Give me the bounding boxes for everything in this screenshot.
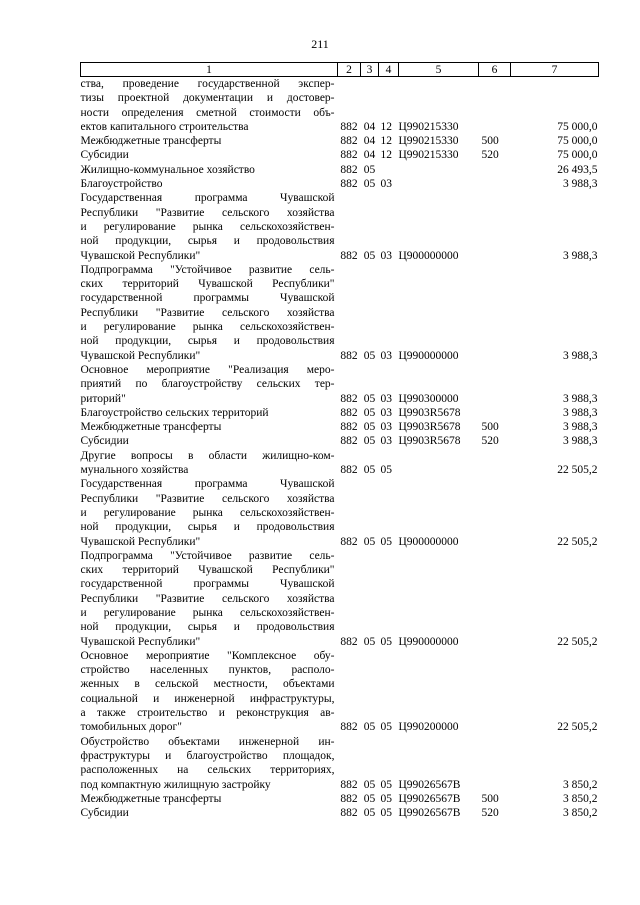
row-name [81, 449, 338, 478]
section-code: 05 [363, 792, 376, 805]
row-name-line: Чувашской Республики" [80, 249, 201, 262]
row-name-line: тизы проектной документации и достовер- [80, 92, 335, 105]
row-name: Межбюджетные трансферты [80, 135, 222, 148]
row-name-line: стройство населенных пунктов, располо- [80, 664, 335, 677]
section-code: 05 [363, 721, 376, 734]
subsection-code: 05 [380, 721, 392, 734]
table-row [81, 263, 599, 363]
target-article-code: Ц990300000 [398, 392, 459, 405]
expense-type-code [479, 649, 511, 735]
row-name: Благоустройство [80, 178, 163, 191]
row-name-line: ной продукции, сырья и продовольствия [80, 621, 335, 634]
row-name [81, 263, 338, 363]
section-code: 05 [363, 535, 376, 548]
subsection-code: 12 [380, 149, 392, 162]
row-name: Субсидии [80, 149, 129, 162]
section-code: 05 [363, 778, 376, 791]
row-name-line: государственной программы Чувашской [80, 578, 335, 591]
expense-type-code [479, 449, 511, 478]
target-article-code: Ц99026567В [398, 807, 461, 820]
table-row [81, 177, 599, 191]
row-name-line: социальной и инженерной инфраструктуры, [80, 692, 335, 705]
amount-value: 22 505,2 [557, 535, 598, 548]
table-row [81, 806, 599, 820]
expense-type-code [479, 77, 511, 135]
amount-value: 3 988,3 [563, 249, 598, 262]
table-row [81, 549, 599, 649]
subsection-code [379, 163, 399, 177]
row-name-line: и регулирование рынка сельскохозяйствен- [80, 321, 335, 334]
subsection-code: 03 [380, 421, 392, 434]
target-article-code: Ц9903R5678 [398, 421, 461, 434]
row-name: Межбюджетные трансферты [80, 792, 222, 805]
row-name-line: Обустройство объектами инженерной ин- [80, 735, 335, 748]
section-code: 05 [363, 635, 376, 648]
row-name-line: под компактную жилищную застройку [80, 778, 271, 791]
row-name [81, 77, 338, 135]
row-name: Благоустройство сельских территорий [80, 406, 269, 419]
expense-type-code: 520 [481, 149, 499, 162]
expense-type-code [479, 191, 511, 262]
section-code: 05 [363, 464, 376, 477]
row-name-line: ной продукции, сырья и продовольствия [80, 335, 335, 348]
subsection-code: 05 [380, 535, 392, 548]
subsection-code: 03 [380, 435, 392, 448]
ministry-code: 882 [340, 120, 358, 133]
ministry-code: 882 [340, 149, 358, 162]
table-row [81, 449, 599, 478]
row-name-line: Другие вопросы в области жилищно-ком- [80, 449, 335, 462]
target-article-code: Ц990000000 [398, 349, 459, 362]
amount-value: 3 850,2 [563, 792, 598, 805]
row-name [81, 549, 338, 649]
target-article-code: Ц990215330 [398, 149, 459, 162]
row-name: Субсидии [80, 435, 129, 448]
subsection-code: 03 [380, 349, 392, 362]
ministry-code: 882 [340, 163, 358, 176]
row-name-line: Подпрограмма "Устойчивое развитие сель- [80, 549, 335, 562]
column-header: 4 [379, 63, 399, 77]
row-name-line: Подпрограмма "Устойчивое развитие сель- [80, 263, 335, 276]
row-name-line: Республики "Развитие сельского хозяйства [80, 592, 335, 605]
table-row [81, 163, 599, 177]
subsection-code: 05 [380, 807, 392, 820]
section-code: 04 [363, 149, 376, 162]
amount-value: 22 505,2 [557, 635, 598, 648]
column-header: 2 [338, 63, 361, 77]
section-code: 04 [363, 120, 376, 133]
row-name-line: приятий по благоустройству сельских тер- [80, 378, 335, 391]
ministry-code: 882 [340, 635, 358, 648]
amount-value: 22 505,2 [557, 464, 598, 477]
row-name-line: Государственная программа Чувашской [80, 478, 335, 491]
row-name-line: Республики "Развитие сельского хозяйства [80, 206, 335, 219]
table-row [81, 420, 599, 434]
amount-value: 3 850,2 [563, 778, 598, 791]
target-article-code: Ц990000000 [398, 635, 459, 648]
row-name-line: ских территорий Чувашской Республики" [80, 564, 335, 577]
target-article-code: Ц9903R5678 [398, 435, 461, 448]
target-article-code: Ц990215330 [398, 135, 459, 148]
row-name-line: и регулирование рынка сельскохозяйствен- [80, 220, 335, 233]
target-article-code: Ц990215330 [398, 120, 459, 133]
section-code: 05 [363, 178, 376, 191]
section-code: 05 [363, 392, 376, 405]
table-row [81, 134, 599, 148]
row-name-line: а также строительство и реконструкция ав- [80, 707, 335, 720]
row-name-line: Республики "Развитие сельского хозяйства [80, 492, 335, 505]
subsection-code: 03 [380, 178, 392, 191]
ministry-code: 882 [340, 135, 358, 148]
amount-value: 3 988,3 [563, 435, 598, 448]
page-number: 211 [311, 37, 329, 51]
row-name-line: ских территорий Чувашской Республики" [80, 278, 335, 291]
column-header: 5 [399, 63, 479, 77]
row-name-line: риторий" [80, 392, 126, 405]
subsection-code: 05 [380, 792, 392, 805]
column-header: 6 [479, 63, 511, 77]
ministry-code: 882 [340, 406, 358, 419]
subsection-code: 03 [380, 249, 392, 262]
table-row [81, 191, 599, 262]
expense-type-code [479, 406, 511, 420]
amount-value: 3 988,3 [563, 406, 598, 419]
expense-type-code [479, 735, 511, 792]
ministry-code: 882 [340, 464, 358, 477]
row-name: Межбюджетные трансферты [80, 421, 222, 434]
expense-type-code: 500 [481, 135, 499, 148]
section-code: 05 [363, 349, 376, 362]
table-body [81, 77, 599, 821]
ministry-code: 882 [340, 392, 358, 405]
table-row [81, 735, 599, 792]
subsection-code: 05 [380, 464, 392, 477]
amount-value: 3 988,3 [563, 349, 598, 362]
column-header: 7 [511, 63, 599, 77]
amount-value: 75 000,0 [557, 135, 598, 148]
row-name-line: ной продукции, сырья и продовольствия [80, 521, 335, 534]
row-name-line: Государственная программа Чувашской [80, 192, 335, 205]
expense-type-code: 520 [481, 435, 499, 448]
ministry-code: 882 [340, 421, 358, 434]
section-code: 04 [363, 135, 376, 148]
subsection-code: 03 [380, 392, 392, 405]
row-name: Жилищно-коммунальное хозяйство [80, 163, 255, 176]
row-name-line: Чувашской Республики" [80, 635, 201, 648]
row-name-line: Основное мероприятие "Комплексное обу- [80, 649, 335, 662]
target-article-code [399, 449, 479, 478]
subsection-code: 12 [380, 135, 392, 148]
row-name-line: мунального хозяйства [80, 464, 189, 477]
table-row [81, 477, 599, 548]
amount-value: 75 000,0 [557, 149, 598, 162]
column-header: 1 [81, 63, 338, 77]
table-row [81, 649, 599, 735]
row-name-line: томобильных дорог" [80, 721, 182, 734]
row-name [81, 649, 338, 735]
ministry-code: 882 [340, 807, 358, 820]
row-name-line: государственной программы Чувашской [80, 292, 335, 305]
section-code: 05 [363, 435, 376, 448]
section-code: 05 [363, 163, 376, 176]
expense-type-code: 500 [481, 792, 499, 805]
amount-value: 3 988,3 [563, 392, 598, 405]
table-row [81, 363, 599, 406]
table-row [81, 434, 599, 448]
section-code: 05 [363, 406, 376, 419]
ministry-code: 882 [340, 178, 358, 191]
amount-value: 26 493,5 [557, 163, 598, 176]
amount-value: 3 988,3 [563, 421, 598, 434]
amount-value: 3 988,3 [563, 178, 598, 191]
row-name [81, 477, 338, 548]
row-name-line: ной продукции, сырья и продовольствия [80, 235, 335, 248]
target-article-code: Ц990200000 [398, 721, 459, 734]
row-name [81, 363, 338, 406]
subsection-code: 12 [380, 120, 392, 133]
row-name-line: женных в сельской местности, объектами [80, 678, 335, 691]
ministry-code: 882 [340, 778, 358, 791]
row-name-line: ектов капитального строительства [80, 120, 249, 133]
row-name: Субсидии [80, 807, 129, 820]
table-row [81, 792, 599, 806]
ministry-code: 882 [340, 792, 358, 805]
target-article-code: Ц900000000 [398, 249, 459, 262]
expense-type-code: 520 [481, 807, 499, 820]
ministry-code: 882 [340, 249, 358, 262]
ministry-code: 882 [340, 435, 358, 448]
target-article-code: Ц99026567В [398, 792, 461, 805]
expense-type-code [479, 477, 511, 548]
subsection-code: 05 [380, 635, 392, 648]
row-name [81, 191, 338, 262]
row-name-line: Республики "Развитие сельского хозяйства [80, 306, 335, 319]
row-name-line: расположенных на сельских территориях, [80, 764, 335, 777]
column-header: 3 [361, 63, 379, 77]
row-name-line: Чувашской Республики" [80, 535, 201, 548]
target-article-code: Ц99026567В [398, 778, 461, 791]
expense-type-code [479, 549, 511, 649]
table-row [81, 77, 599, 135]
ministry-code: 882 [340, 349, 358, 362]
subsection-code: 03 [380, 406, 392, 419]
amount-value: 3 850,2 [563, 807, 598, 820]
expense-type-code [479, 263, 511, 363]
row-name-line: и регулирование рынка сельскохозяйствен- [80, 606, 335, 619]
row-name-line: ства, проведение государственной экспер- [80, 78, 335, 90]
table-header [81, 63, 599, 77]
table-row [81, 148, 599, 162]
row-name-line: Чувашской Республики" [80, 349, 201, 362]
subsection-code: 05 [380, 778, 392, 791]
section-code: 05 [363, 807, 376, 820]
row-name-line: ности определения сметной стоимости объ- [80, 106, 335, 119]
row-name-line: Основное мероприятие "Реализация меро- [80, 363, 335, 376]
row-name [81, 735, 338, 792]
target-article-code [399, 163, 479, 177]
target-article-code: Ц9903R5678 [398, 406, 461, 419]
expense-type-code [479, 177, 511, 191]
expense-type-code [479, 363, 511, 406]
amount-value: 75 000,0 [557, 120, 598, 133]
row-name-line: и регулирование рынка сельскохозяйствен- [80, 506, 335, 519]
table-row [81, 406, 599, 420]
amount-value: 22 505,2 [557, 721, 598, 734]
budget-table [80, 62, 599, 820]
target-article-code: Ц900000000 [398, 535, 459, 548]
section-code: 05 [363, 421, 376, 434]
target-article-code [399, 177, 479, 191]
ministry-code: 882 [340, 535, 358, 548]
expense-type-code [479, 163, 511, 177]
ministry-code: 882 [340, 721, 358, 734]
row-name-line: фраструктуры и благоустройство площадок, [80, 749, 335, 762]
expense-type-code: 500 [481, 421, 499, 434]
section-code: 05 [363, 249, 376, 262]
